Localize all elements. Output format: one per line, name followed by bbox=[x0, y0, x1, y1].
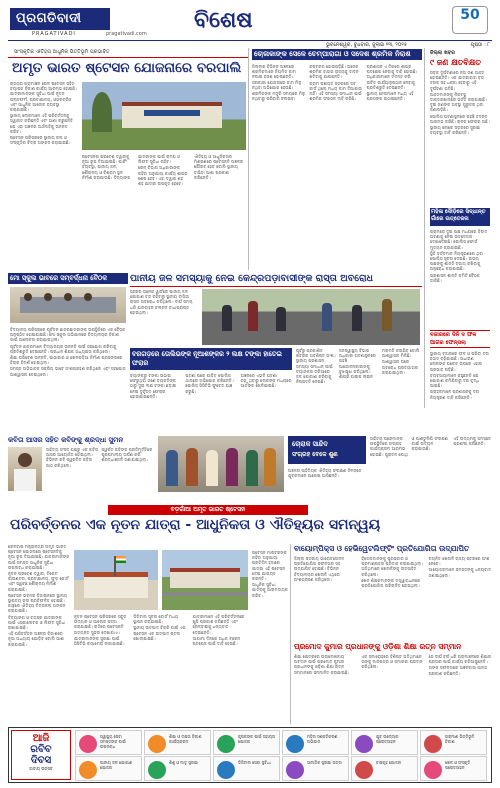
feature-header bbox=[8, 505, 492, 543]
story-water-protest bbox=[130, 273, 422, 345]
ad-scheme-cell bbox=[213, 756, 280, 781]
story-kicker: ସାଂସ୍କୃତିକ ଐତିହ୍ୟ ଆଧୁନିକ ଭିତ୍ତିଭୂମି ପ୍ରଭାବିତ bbox=[14, 49, 110, 55]
dateline bbox=[8, 40, 492, 48]
anniversary-number: 50 bbox=[460, 7, 480, 23]
scheme-icon bbox=[148, 735, 166, 753]
scheme-text: ଖେଳ ଓ ସଂସ୍କୃତି ପ୍ରୋତ୍ସାହନ bbox=[445, 760, 471, 770]
divider bbox=[8, 57, 248, 58]
scheme-text: ବାସଗୃହ ଯୋଜନା bbox=[376, 760, 402, 765]
ad-title-line-2: ରବିବ bbox=[30, 744, 52, 755]
scheme-text: ଶିଶୁ ଓ ମାତୃ ସୁରକ୍ଷା bbox=[169, 760, 199, 765]
story-amrut-bharat bbox=[8, 48, 248, 270]
ad-scheme-cell bbox=[420, 730, 487, 755]
feature-body: ରେଳବାଇ ମନ୍ତ୍ରାଳୟର ଅମୃତ ଭାରତ ଷ୍ଟେସନ ଯୋଜନାରେ ଷ୍ଟେସନଟିକୁ ନୂଆ ରୂପ ଦିଆଯାଇଛି। ଯାତ୍ରୀମାନଙ୍କ ପାଇଁ ସମସ୍ତ ଆଧୁନିକ ସୁବିଧା ଉପଲବ୍ଧ କରାଯାଇଛି। ନୂତନ ପ୍ରବେଶ ଦ୍ୱାର, ଟିକେଟ କାଉଣ୍ଟର, ପ୍ରତୀକ୍ଷାଳୟ, ଫୁଡ଼ କୋର୍ଟ ଏବଂ ସ୍ୱଚ୍ଛ ଶୌଚାଳୟ ନିର୍ମାଣ କରାଯାଇଛି। ଷ୍ଟେସନ ଭବନର ଡିଜାଇନରେ ସ୍ଥାନୀୟ ସ୍ଥାପତ୍ୟ କଳା ପ୍ରତିଫଳିତ ହୋଇଛି। କାନ୍ଥରେ ଐତିହ୍ୟ ଚିତ୍ରକଳା ଅଙ୍କନ କରାଯାଇଛି। ଦିବ୍ୟାଙ୍ଗ ଓ ବୟସ୍କ ଯାତ୍ରୀଙ୍କ ପାଇଁ ଏସ୍କାଲେଟର ଓ ଲିଫ୍ଟ ସୁବିଧା ରଖାଯାଇଛି। ଏହି ପରିବର୍ତ୍ତନ ଅଞ୍ଚଳର ବିକାଶରେ ନୂଆ ଅଧ୍ୟାୟ ଯୋଡ଼ିବ ବୋଲି ଆଶା କରାଯାଉଛି। bbox=[8, 544, 70, 647]
scheme-text: ଗ୍ରାମୀଣ ଭିତ୍ତିଭୂମି ବିକାଶ bbox=[445, 734, 475, 744]
story-literature bbox=[288, 436, 492, 502]
website-text: pragativadi.com bbox=[106, 31, 147, 37]
section-title: ବିଶେଷ bbox=[194, 8, 253, 33]
feature-photo-2 bbox=[162, 550, 248, 610]
feature-body-continued: ନୂତନ ଷ୍ଟେସନ ପରିସରରେ ସବୁଜ ଉଦ୍ୟାନ ଓ ଆଲୋକ ସଜ୍ଜା କରାଯାଇଛି। ରାତିରେ ଷ୍ଟେସନଟି ଅତ୍ୟନ୍ତ ସୁନ୍ଦର ଦେଖାଯାଏ। ଯାତ୍ରୀମାନଙ୍କ ସୁରକ୍ଷା ପାଇଁ ସିସିଟିଭି କ୍ୟାମେରା ଲଗାଯାଇଛି। ଡିଜିଟାଲ ସୂଚନା ବୋର୍ଡ ମଧ୍ୟ ସ୍ଥାପନ କରାଯାଇଛି। ସ୍ଥାନୀୟ ଉତ୍ପାଦ ବିକ୍ରି ପାଇଁ ଏକ ଷ୍ଟେସନ ଏକ ଉତ୍ପାଦ ଷ୍ଟଲ ଖୋଲାଯାଇଛି। ଯାତ୍ରୀମାନେ ଏହି ପରିବର୍ତ୍ତନରେ ଖୁସି ପ୍ରକାଶ କରିଛନ୍ତି ଏବଂ ରେଳବାଇକୁ ଧନ୍ୟବାଦ ଦେଇଛନ୍ତି। ଆଗାମୀ ଦିନରେ ଅଧିକ ଟ୍ରେନ ଷ୍ଟପେଜ ପାଇଁ ଦାବି ହେଉଛି। bbox=[74, 614, 245, 647]
ad-scheme-cell bbox=[420, 756, 487, 781]
ad-scheme-cell bbox=[144, 730, 211, 755]
scheme-icon bbox=[286, 735, 304, 753]
scheme-icon bbox=[217, 735, 235, 753]
sidebar-body: ସଡ଼କ ଦୁର୍ଘଟଣାରେ ନଅ ଜଣ ଆହତ ହୋଇଛନ୍ତି। ଏକ ଯାତ୍ରୀବାହୀ ବସ୍ ଟ୍ରକ୍ ସହ ଧକ୍କା ହେବାରୁ ଏହି ଦୁର୍ଘଟଣା ଘଟିଛି। ଆହତମାନଙ୍କୁ ନିକଟସ୍ଥ ଡାକ୍ତରଖାନାରେ ଭର୍ତ୍ତି କରାଯାଇଛି। ଦୁଇ ଜଣଙ୍କ ଅବସ୍ଥା ଗୁରୁତର ଥିବା ଜଣାପଡ଼ିଛି। ପୋଲିସ ଘଟଣାସ୍ଥଳରେ ପହଞ୍ଚି ତଦନ୍ତ ଆରମ୍ଭ କରିଛି। ଚାଳକ ଫେରାର ଅଛି। ସ୍ଥାନୀୟ ଲୋକେ ସଡ଼କରେ ସୁରକ୍ଷା ବ୍ୟବସ୍ଥା ଦାବି କରିଛନ୍ତି। bbox=[430, 70, 490, 136]
ad-scheme-cell bbox=[213, 730, 280, 755]
scheme-icon bbox=[217, 761, 235, 779]
story-headline: ବାୟୋମ୍ପିକ୍ସ ଓ ହେଭିୱେଟଲିଫ୍ଟିଂ ପ୍ରତିଯୋଗିତା ଉଦ୍‌ଯାପିତ bbox=[294, 544, 470, 553]
story-sports bbox=[294, 544, 492, 639]
scheme-icon bbox=[286, 761, 304, 779]
scheme-icon bbox=[355, 761, 373, 779]
column-rule bbox=[290, 544, 291, 724]
story-body: ଜିଲ୍ଲା ସ୍ତରୀୟ ଭାରୋତ୍ତୋଳନ ପ୍ରତିଯୋଗିତା ସଫଳତାର ସହ ଉଦ୍‌ଯାପିତ ହୋଇଛି। ବିଭିନ୍ନ ବିଦ୍ୟାଳୟର ଖେଳାଳି ଏଥିରେ ଅଂଶଗ୍ରହଣ କରିଥିଲେ। ବିଜେତାମାନଙ୍କୁ ପୁରସ୍କାର ଓ ପ୍ରମାଣପତ୍ର ପ୍ରଦାନ କରାଯାଇଥିଲା। ଅତିଥିମାନେ ଖେଳାଳିଙ୍କୁ ଉତ୍ସାହିତ କରିଥିଲେ। ଖେଳ ଶିକ୍ଷକମାନଙ୍କ ତତ୍ତ୍ୱାବଧାନରେ ପ୍ରତିଯୋଗିତା ପରିଚାଳିତ ହୋଇଥିଲା। ଚୟନିତ ଖେଳାଳି ରାଜ୍ୟ ସ୍ତରରେ ଅଂଶ ନେବେ। ଆୟୋଜକମାନେ ସମସ୍ତଙ୍କୁ ଧନ୍ୟବାଦ ଜଣାଇଥିଲେ। bbox=[294, 556, 491, 589]
story-workers bbox=[250, 48, 422, 270]
sidebar-body: ସ୍ଥାନୀୟ ବଜାରରେ ଫଳ ଓ ପରିବା ଦର ହଠାତ୍ ବଢ଼ିଯାଇଛି। ସାଧାରଣ ଲୋକଙ୍କ ପକେଟ ଉପରେ ଏହାର ପ୍ରଭାବ ପଡ଼ିଛି। ବ୍ୟବସାୟୀମାନେ କହୁଛନ୍ତି ଯେ ଯୋଗାଣ କମିଯିବାରୁ ଦର ବୃଦ୍ଧି ପାଇଛି। ଗ୍ରାହକମାନେ ପ୍ରଶାସନକୁ ଦର ନିୟନ୍ତ୍ରଣ ଦାବି କରିଛନ୍ତି। bbox=[430, 351, 489, 400]
story-tag-box bbox=[288, 436, 366, 464]
feature-headline: ପରିବର୍ତ୍ତନର ଏକ ନୂତନ ଯାତ୍ରା - ଆଧୁନିକତା ଓ ଐତିହ୍ୟର ସମନ୍ୱୟ bbox=[10, 517, 381, 533]
scheme-text: ଡିଜିଟାଲ ସେବା ସୁବିଧା bbox=[238, 760, 271, 765]
ad-title-line-1: ଆଜି bbox=[32, 733, 50, 744]
story-body: ରାଜ୍ୟର ଗ୍ରାମାଞ୍ଚଳ ରେଳ ଷ୍ଟେସନ ସହିତ ବ୍ୟାପକ ବିକାଶ କାର୍ଯ୍ୟ ଆରମ୍ଭ ହୋଇଛି। ଯାତ୍ରୀମାନଙ୍କ ସୁବିଧା ପାଇଁ ନୂତନ ପ୍ଲାଟଫର୍ମ, ପ୍ରତୀକ୍ଷାଳୟ, ଓଭରବ୍ରିଜ ଏବଂ ଆଧୁନିକ ଆଲୋକ ବ୍ୟବସ୍ଥା କରାଯାଉଛି। ସ୍ଥାନୀୟ ଲୋକମାନେ ଏହି ପରିବର୍ତ୍ତନକୁ ସ୍ୱାଗତ କରିଛନ୍ତି ଏବଂ ଆଶା କରୁଛନ୍ତି ଯେ ଏହା ଅଞ୍ଚଳର ଅର୍ଥନୀତିକୁ ଉନ୍ନତ କରିବ। ଷ୍ଟେସନ ପରିସରରେ ସ୍ଥାନୀୟ କଳା ଓ ସଂସ୍କୃତିର ଚିତ୍ର ଅଙ୍କନ କରାଯାଇଛି। bbox=[10, 81, 77, 146]
scheme-icon bbox=[355, 735, 373, 753]
scheme-text: ମହିଳା ସଶକ୍ତିକରଣ ଅଭିଯାନ bbox=[307, 734, 338, 744]
feature-photo-1 bbox=[74, 550, 158, 610]
scheme-icon bbox=[79, 735, 97, 753]
ad-scheme-cell bbox=[282, 756, 349, 781]
story-body-continued: ଷ୍ଟେସନର ପ୍ରବେଶ ଦ୍ୱାରକୁ ନୂଆ ରୂପ ଦିଆଯାଇଛି। ପାର୍କିଂ ବ୍ୟବସ୍ଥା, ପାନୀୟ ଜଳ, ଶୌଚାଳୟ ଓ ବିଶ୍ରାମ ସ୍ଥଳ ନିର୍ମାଣ କରାଯାଉଛି। ଦିବ୍ୟାଙ୍ଗ ଯାତ୍ରୀଙ୍କ ପାଇଁ ରାମ୍ପ ଓ ଲିଫ୍ଟ ସୁବିଧା ରହିବ। ରେଳ ବିଭାଗ ଅଧିକାରୀଙ୍କ କହିବା ଅନୁଯାୟୀ କାର୍ଯ୍ୟ ଶୀଘ୍ର ଶେଷ ହେବ। ଏହା ଦ୍ୱାରା ଶହ ଶହ ଯାତ୍ରୀ ଉପକୃତ ହେବେ। ଐତିହ୍ୟ ଓ ଆଧୁନିକତାର ମିଶ୍ରଣରେ ଷ୍ଟେସନଟି ଅଞ୍ଚଳର ଗୌରବ ହେବ ବୋଲି ସ୍ଥାନୀୟ ବାସିନ୍ଦା ଆଶା ପ୍ରକାଶ କରିଛନ୍ତି। bbox=[82, 154, 244, 187]
scheme-text: କୃଷକଙ୍କ ପାଇଁ ସହାୟତା ଯୋଜନା bbox=[238, 734, 276, 744]
masthead bbox=[8, 6, 492, 46]
sidebar-headline: ୯ ଜଣ କ୍ଷତବିକ୍ଷତ bbox=[430, 58, 481, 67]
scheme-icon bbox=[424, 761, 442, 779]
feature-body-right: ଷ୍ଟେସନ ମାଷ୍ଟରଙ୍କ କହିବା ଅନୁଯାୟୀ ପ୍ରତିଦିନ ହଜାରେ ଯାତ୍ରୀ ଏହି ଷ୍ଟେସନ ଦେଇ ଯାତାୟତ କରନ୍ତି। ଆଧୁନିକ ସୁବିଧା ଯାତ୍ରାକୁ ଆରାମଦାୟକ କରିବ। bbox=[252, 550, 288, 598]
station-photo bbox=[82, 82, 246, 150]
story-headline: ଅମୃତ ଭାରତ ଷ୍ଟେସନ ଯୋଜନାରେ ବରପାଲି bbox=[12, 60, 242, 76]
scheme-text: ଶିକ୍ଷା ଓ ଦକ୍ଷତା ବିକାଶ କାର୍ଯ୍ୟକ୍ରମ bbox=[169, 734, 202, 744]
story-body: ଶିକ୍ଷା କ୍ଷେତ୍ରରେ ଉଲ୍ଲେଖନୀୟ ଅବଦାନ ପାଇଁ ପ୍ରମୋଦ କୁମାର ପ୍ରଧାନଙ୍କୁ ଓଡ଼ିଶା ଶିକ୍ଷା ରତ୍ନ ସମ୍ମାନରେ ସମ୍ମାନିତ କରାଯାଇଛି। ଏକ ସମାରୋହରେ ବିଶିଷ୍ଟ ଅତିଥିମାନେ ତାଙ୍କୁ ମାନପତ୍ର ଓ ସ୍ମାରକୀ ପ୍ରଦାନ କରିଥିଲେ। ସେ ଦୀର୍ଘ ବର୍ଷ ଧରି ଗ୍ରାମାଞ୍ଚଳରେ ଶିକ୍ଷାର ପ୍ରସାର ପାଇଁ କାର୍ଯ୍ୟ କରିଆସୁଛନ୍ତି। ତାଙ୍କ ସଫଳତାରେ ଅଞ୍ଚଳବାସୀ ଆନନ୍ଦ ପ୍ରକାଶ କରିଛନ୍ତି। bbox=[294, 654, 492, 676]
government-advertisement bbox=[8, 727, 492, 783]
ad-scheme-cell bbox=[75, 756, 142, 781]
ad-subtitle: ଜାତୀୟ ଉତ୍ସବ bbox=[29, 766, 53, 771]
logo-subtitle: PRAGATIVADI bbox=[32, 31, 76, 37]
protest-photo bbox=[202, 289, 420, 345]
anniversary-logo bbox=[452, 6, 488, 34]
story-body: ଜିଲ୍ଲାର ବିଭିନ୍ନ ଅଞ୍ଚଳରେ ଶ୍ରମିକମାନେ ନିୟମିତ କାମ ନପାଇ ହତାଶ ହୋଇଛନ୍ତି। ସରକାରୀ ଯୋଜନାରେ କାମ ମିଳୁ ନଥିବା ଅଭିଯୋଗ ହେଉଛି। ଶ୍ରମିକଙ୍କ ମଜୁରି ସମୟରେ ମିଳୁ ନଥିବାରୁ ପରିବାର ଚଳାଇବା କଷ୍ଟକର ହୋଇପଡ଼ିଛି। ଅନେକ ଶ୍ରମିକ ବାହାର ରାଜ୍ୟକୁ ଦାଦନ ଖଟିବାକୁ ଯାଉଛନ୍ତି। ଗ୍ରାମ ପଞ୍ଚାୟତ ସ୍ତରରେ ଜବ୍ କାର୍ଡ ଥିଲେ ମଧ୍ୟ କାମ ଦିଆଯାଉ ନାହିଁ। ଏହି ସମସ୍ୟା ସମାଧାନ ପାଇଁ ଶ୍ରମିକ ସଂଗଠନ ଦାବି କରିଛି। ପ୍ରଶାସନ ଏ ଦିଗରେ ଶୀଘ୍ର ପଦକ୍ଷେପ ନେବାକୁ ଦାବି ହୋଇଛି। ଅଧିକାରୀମାନେ ତଦନ୍ତ କରି ଉଚିତ କାର୍ଯ୍ୟାନୁଷ୍ଠାନ ନେବାକୁ ପ୍ରତିଶ୍ରୁତି ଦେଇଛନ୍ତି। ସ୍ଥାନୀୟ ନେତାମାନେ ମଧ୍ୟ ଏହି ପ୍ରସଙ୍ଗ ଉଠାଇଛନ୍ତି। bbox=[252, 64, 418, 102]
story-poetry bbox=[8, 436, 286, 502]
story-body: ବ୍ୟାଙ୍କରୁ ଟଙ୍କା ଉଠାଇ ଫେରୁଥିବା ଜଣେ ବ୍ୟକ୍ତିଙ୍କ ଠାରୁ ଦୁଇ ଲକ୍ଷ ଟଙ୍କା ଛଡ଼ାଇ ନେଇ ଦୁର୍ବୃତ୍ତ ଫେରାର ହୋଇଯାଇଛନ୍ତି। ଘଟଣା ପରେ ପୀଡ଼ିତ ପୋଲିସ ଥାନାରେ ଅଭିଯୋଗ କରିଛନ୍ତି। ପୋଲିସ ସିସିଟିଭି ଫୁଟେଜ ଯାଞ୍ଚ କରୁଛି। ଅଞ୍ଚଳରେ ଏଭଳି ଘଟଣା ବଢ଼ୁଥିବାରୁ ଲୋକଙ୍କ ମଧ୍ୟରେ ଆତଙ୍କ ଖେଳିଯାଇଛି। bbox=[130, 373, 292, 399]
story-body-left: ଅଞ୍ଚଳର ସାହିତ୍ୟିକ ଐତିହ୍ୟ ସଂରକ୍ଷଣ ନିମନ୍ତେ ଯୁବକମାନେ ଆଗେଇ ଆସିଛନ୍ତି। bbox=[288, 468, 362, 479]
sidebar-headline: ମହିଳା ଦୌଡ଼ିରେ ସିଦ୍ଧାନ୍ତ ଗାଁରେ ଉତ୍ତେଜନା bbox=[430, 208, 490, 226]
story-award bbox=[294, 642, 492, 724]
feature-banner: ବଡ଼ଗାଁଆ ଅମୃତ ଭାରତ ଷ୍ଟେସନ bbox=[108, 505, 308, 515]
ad-scheme-cell bbox=[351, 730, 418, 755]
scheme-text: ଯୁବ ଉଦ୍ୟୋଗ ପ୍ରୋତ୍ସାହନ bbox=[376, 734, 399, 744]
scheme-icon bbox=[148, 761, 166, 779]
ad-scheme-cell bbox=[144, 756, 211, 781]
scheme-icon bbox=[79, 761, 97, 779]
sidebar-body: ଗ୍ରାମରେ ଦୁଇ ପକ୍ଷ ମଧ୍ୟରେ ବିବାଦ ଘଟଣାକୁ ନେଇ ଉତ୍ତେଜନା ଦେଖାଦେଇଛି। ପୋଲିସ ଫୋର୍ସ ମୁତୟନ କରାଯାଇଛି। ସ୍ଥିତି ବର୍ତ୍ତମାନ ନିୟନ୍ତ୍ରଣରେ ଥିବା ପୋଲିସ ସୂଚନା ଦେଇଛି। ଉଭୟ ପକ୍ଷଙ୍କୁ ଶାନ୍ତି ବଜାୟ ରଖିବାକୁ ଅନୁରୋଧ କରାଯାଇଛି। ପ୍ରଶାସନ ଶାନ୍ତି କମିଟି ବୈଠକ ଡାକିଛି। bbox=[430, 229, 488, 283]
page-number: ପୃଷ୍ଠା : ୮ bbox=[470, 42, 490, 48]
story-headline: କବିତା ଆସର ସହିତ କବିଙ୍କୁ ଶ୍ରଦ୍ଧା ସୁମନ bbox=[8, 436, 124, 444]
ad-scheme-cell bbox=[75, 730, 142, 755]
divider bbox=[130, 286, 422, 287]
story-body: ସାହିତ୍ୟ ପ୍ରେମୀଙ୍କ ଉପସ୍ଥିତିରେ ସଂଗ୍ରହ କାର୍ଯ୍ୟକ୍ରମ ଆରମ୍ଭ ହୋଇଛି। ପୁରାତନ ପୋଥି ଓ ପାଣ୍ଡୁଲିପି ସଂରକ୍ଷଣ ପାଇଁ ଉଦ୍ୟମ କରାଯାଉଛି। ଏହି ଉଦ୍ୟମକୁ ସମସ୍ତେ ପ୍ରଶଂସା କରିଛନ୍ତି। bbox=[370, 436, 492, 457]
story-body: ସାହିତ୍ୟ ସଂସଦ ପକ୍ଷରୁ ଏକ କବିତା ଆସର ଆୟୋଜିତ ହୋଇଥିଲା। ବିଭିନ୍ନ କବି ସ୍ୱରଚିତ କବିତା ପାଠ କରିଥିଲେ। ସ୍ୱର୍ଗତ କବିଙ୍କ ପ୍ରତିମୂର୍ତ୍ତିରେ ପୁଷ୍ପମାଲ୍ୟ ଅର୍ପଣ କରି ଶ୍ରଦ୍ଧାଞ୍ଜଳି ଜଣାଯାଇଥିଲା। bbox=[46, 447, 153, 468]
scheme-text: ସାମାଜିକ ସୁରକ୍ଷା ଭତ୍ତା bbox=[307, 760, 342, 765]
newspaper-logo: ପ୍ରଗତିବାଦୀ bbox=[10, 8, 110, 30]
scheme-icon bbox=[424, 735, 442, 753]
ad-scheme-cell bbox=[351, 756, 418, 781]
poet-photo bbox=[8, 447, 42, 491]
story-theft bbox=[130, 348, 292, 432]
story-body: ପୂର୍ବରୁ ପ୍ରକାଶିତ ଖବରର ଅବଶିଷ୍ଟ ଅଂଶ। ସ୍ଥାନୀୟ ପ୍ରଶାସନ ସମସ୍ୟା ସମାଧାନ ପାଇଁ ଟ୍ୟାଙ୍କର ଜରିଆରେ ଜଳ ଯୋଗାଣ କରିବାକୁ ନିଷ୍ପତ୍ତି ନେଇଛି। ଜନସ୍ୱାସ୍ଥ୍ୟ ବିଭାଗ ଅଧିକାରୀ ଘଟଣାସ୍ଥଳରେ ପହଞ୍ଚି ଆନ୍ଦୋଳନକାରୀଙ୍କୁ ବୁଝାସୁଝା କରିଥିଲେ। ଶୀଘ୍ର ପାଇପ ଲାଇନ ମରାମତି କରାଯିବ ବୋଲି ଆଶ୍ୱାସନା ମିଳିଛି। ଆଶ୍ୱାସନା ପରେ ଅବରୋଧ ପ୍ରତ୍ୟାହାର କରାଯାଇଥିଲା। bbox=[296, 348, 420, 385]
date-text: ଭୁବନେଶ୍ୱର, ବୁଧବାର, ଜୁଲାଇ ୨୩, ୨୦୨୫ bbox=[326, 42, 408, 48]
sidebar-tag: ଜିଲ୍ଲା ଖବର bbox=[430, 50, 455, 56]
column-rule bbox=[424, 48, 425, 408]
meeting-photo bbox=[10, 287, 126, 323]
story-body: ବିଦ୍ୟାଳୟ ପରିସରରେ ପୂର୍ବତନ ଛାତ୍ରଛାତ୍ରୀଙ୍କ ଉପସ୍ଥିତିରେ ଏକ ବୈଠକ ଅନୁଷ୍ଠିତ ହୋଇଯାଇଛି। ମୋ ସ୍କୁଲ ଅଭିଯାନରେ ବିଦ୍ୟାଳୟର ବିକାଶ ପାଇଁ ଆଲୋଚନା କରାଯାଇଥିଲା। ପୂର୍ବତନ ଛାତ୍ରମାନେ ବିଦ୍ୟାଳୟର ଉନ୍ନତି ପାଇଁ ସହଯୋଗ କରିବାକୁ ପ୍ରତିଶ୍ରୁତି ଦେଇଛନ୍ତି। ପ୍ରଧାନ ଶିକ୍ଷକ ଅଧ୍ୟକ୍ଷତା କରିଥିଲେ। ଶିକ୍ଷା ପରିବେଶ ଉନ୍ନତି, ପାଠାଗାର ଓ ଖେଳପଡ଼ିଆ ନିର୍ମାଣ ପ୍ରସଙ୍ଗରେ ବିଚାର ବିମର୍ଶ ହୋଇଥିଲା। ସମସ୍ତ ଅଭିଭାବକ ସକ୍ରିୟ ଭାବେ ଅଂଶଗ୍ରହଣ କରିଥିଲେ ଏବଂ ସହଯୋଗ ଆଶ୍ୱାସନା ଦେଇଥିଲେ। bbox=[10, 327, 126, 377]
column-rule bbox=[248, 48, 249, 270]
story-school-meeting bbox=[8, 273, 128, 433]
scheme-text: ପାନୀୟ ଜଳ ଯୋଗାଣ ଯୋଜନା bbox=[100, 760, 133, 770]
sidebar-district-news bbox=[428, 48, 492, 204]
story-headline: ବରଗଡ଼ରେ ତୋଲିଭଙ୍କ ନୂଆଶଙ୍କର ୨ ଲକ୍ଷ ଟଙ୍କା ହାତେଇ ଫରାର bbox=[130, 348, 292, 370]
ad-title-line-3: ଦିବସ bbox=[30, 755, 52, 766]
sidebar-market bbox=[428, 330, 492, 430]
story-headline: ପ୍ରମୋଦ କୁମାର ପ୍ରଧାନଙ୍କୁ ଓଡ଼ିଶା ଶିକ୍ଷା ରତ୍ନ ସମ୍ମାନ bbox=[294, 642, 462, 651]
feature-story bbox=[8, 544, 288, 724]
story-tag: ଚୋରାକ ସାନ୍ଦିଦ bbox=[292, 440, 328, 448]
ad-title-box bbox=[11, 730, 71, 780]
ad-scheme-cell bbox=[282, 730, 349, 755]
story-body: ସହରର ଅନେକ ୱାର୍ଡରେ ପାନୀୟ ଜଳ ଯୋଗାଣ ବନ୍ଦ ରହିବାରୁ ସ୍ଥାନୀୟ ବାସିନ୍ଦା ରାସ୍ତା ଅବରୋଧ କରିଥିଲେ। ଦୀର୍ଘ ସମୟ ଧରି ଯାନବାହନ ଚଳାଚଳ ବାଧାପ୍ରାପ୍ତ ହୋଇଥିଲା। bbox=[130, 289, 193, 315]
story-continuation bbox=[296, 348, 422, 432]
poetry-event-photo bbox=[158, 436, 284, 492]
scheme-text: ସ୍ୱାସ୍ଥ୍ୟ ସେବା ସମସ୍ତଙ୍କ ପାଇଁ ଉପଲବ୍ଧ bbox=[100, 734, 126, 749]
story-headline: ଚୋଳାକାଙ୍କ ସେଳେ ଚେମ୍ପାରାଗା ଓ ସଦେଶ ଶ୍ରମିକ ନିରାଶ bbox=[252, 49, 422, 60]
sidebar-headline: ବଜାରରେ ଦିନି ଦ ଫଳ ଆଗର ଫେନ୍ସଲା bbox=[430, 330, 490, 348]
story-subtag: ସଂଗ୍ରହ ବେଳେ ଶୁଣ bbox=[292, 451, 338, 458]
sidebar-women-race bbox=[428, 208, 492, 328]
story-headline: ମୋ ସ୍କୁଲ ଭାବରେ ସମ୍ବର୍ଦ୍ଧନା ବୈଠକ bbox=[8, 273, 128, 284]
story-headline: ପାନୀୟ ଜଳ ସମସ୍ୟାକୁ ନେଇ କେନ୍ଦ୍ରପଡ଼ାବାସୀଙ୍କ ରାସ୍ତା ଅବରୋଧ bbox=[130, 273, 373, 284]
